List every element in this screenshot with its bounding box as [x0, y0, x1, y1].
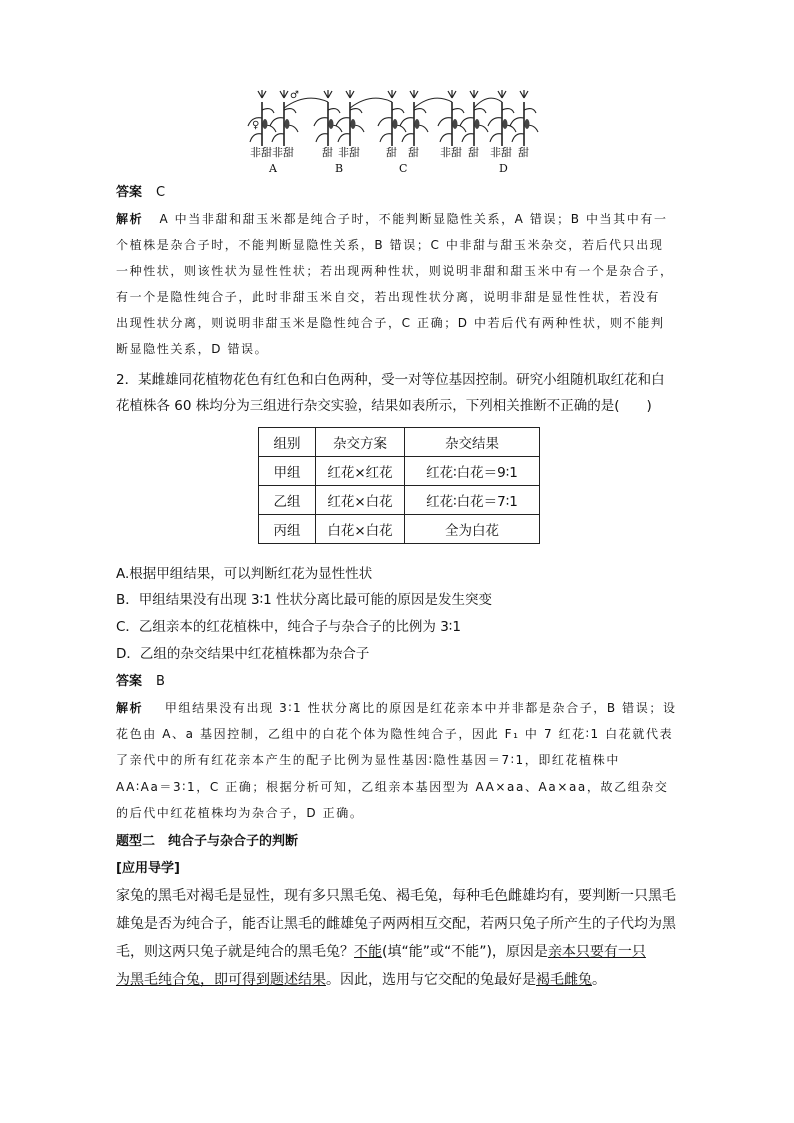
plant-label: 甜 [322, 146, 333, 159]
q1-analysis-line-1: 解析 A 中当非甜和甜玉米都是纯合子时，不能判断显隐性关系，A 错误；B 中当其中有一 [116, 212, 668, 226]
corn-tassel [258, 90, 266, 98]
q1-answer-value: C [156, 185, 166, 200]
section-subtitle: [应用导学] [116, 861, 180, 876]
plant-label: 非甜 [250, 146, 272, 159]
corn-ear [475, 119, 480, 129]
q1-answer-label: 答案 [116, 185, 143, 200]
q2-analysis-line-3: 了亲代中的所有红花亲本产生的配子比例为显性基因∶隐性基因＝7∶1，即红花植株中 [116, 753, 620, 767]
group-letter: B [335, 162, 344, 175]
table-cell: 红花∶白花＝7∶1 [405, 486, 540, 515]
section-paragraph-line-2: 雄兔是否为纯合子，能否让黑毛的雌雄兔子两两相互交配，若两只兔子所产生的子代均为黑 [116, 916, 676, 932]
corn-tassel [280, 90, 288, 98]
corn-tassel [346, 90, 354, 98]
pollination-arrow [414, 98, 452, 108]
table-header-cell: 组别 [259, 428, 316, 457]
table-header-cell: 杂交方案 [316, 428, 405, 457]
plant-label: 非甜 [490, 146, 512, 159]
corn-ear [393, 119, 398, 129]
corn-tassel [324, 90, 332, 98]
q2-stem-line-2: 花植株各 60 株均分为三组进行杂交实验，结果如表所示，下列相关推断不正确的是( ) [116, 398, 652, 414]
q2-option-b: B．甲组结果没有出现 3∶1 性状分离比最可能的原因是发生突变 [116, 592, 493, 608]
table-header-cell: 杂交结果 [405, 428, 540, 457]
plant-label: 非甜 [272, 146, 294, 159]
q1-analysis-line-6: 断显隐性关系，D 错误。 [116, 342, 269, 356]
table-cell: 白花×白花 [316, 515, 405, 544]
pollination-arrow [474, 98, 502, 108]
corn-tassel [498, 90, 506, 98]
corn-tassel [388, 90, 396, 98]
q2-option-a: A.根据甲组结果，可以判断红花为显性性状 [116, 566, 373, 582]
answer-blank-3: 褐毛雌兔 [536, 972, 592, 988]
q2-option-c: C．乙组亲本的红花植株中，纯合子与杂合子的比例为 3∶1 [116, 619, 461, 635]
corn-tassel [520, 90, 528, 98]
q2-analysis-line-2: 花色由 A、a 基因控制，乙组中的白花个体为隐性纯合子，因此 F₁ 中 7 红花∶1 白花就代表 [116, 727, 674, 741]
table-row [259, 486, 540, 515]
corn-ear [329, 119, 334, 129]
pollination-arrow [350, 98, 392, 108]
plant-labels-row [240, 144, 550, 158]
corn-ear [453, 119, 458, 129]
q2-answer-label: 答案 [116, 674, 143, 689]
cross-results-table [258, 427, 540, 544]
q1-analysis-line-3: 一种性状，则该性状为显性性状；若出现两种性状，则说明非甜和甜玉米中有一个是杂合子， [116, 264, 674, 278]
table-cell: 丙组 [259, 515, 316, 544]
section-paragraph-line-1: 家兔的黑毛对褐毛是显性，现有多只黑毛兔、褐毛兔，每种毛色雌雄均有，要判断一只黑毛 [116, 888, 676, 904]
q1-analysis-line-2: 个植株是杂合子时，不能判断显隐性关系，B 错误；C 中非甜与甜玉米杂交，若后代只出现 [116, 238, 664, 252]
q2-stem-line-1: 2．某雌雄同花植物花色有红色和白色两种，受一对等位基因控制。研究小组随机取红花和白 [116, 372, 665, 388]
section-title: 题型二 纯合子与杂合子的判断 [116, 834, 299, 849]
corn-ear [503, 119, 508, 129]
section-paragraph-line-3: 毛，则这两只兔子就是纯合的黑毛兔？不能(填“能”或“不能”)，原因是亲本只要有一只 [116, 944, 646, 960]
plant-label: 甜 [468, 146, 479, 159]
q2-analysis-line-5: 的后代中红花植株均为杂合子，D 正确。 [116, 806, 364, 820]
plant-label: 非甜 [440, 146, 462, 159]
corn-ear [415, 119, 420, 129]
section-paragraph-line-4: 为黑毛纯合兔，即可得到题述结果。因此，选用与它交配的兔最好是褐毛雌兔。 [116, 972, 606, 988]
answer-blank-2a: 亲本只要有一只 [547, 944, 646, 960]
q2-answer-value: B [156, 674, 165, 689]
q2-analysis-label: 解析 [116, 701, 144, 715]
plant-label: 甜 [408, 146, 419, 159]
group-letter: C [399, 162, 408, 175]
plant-label: 甜 [518, 146, 529, 159]
corn-ear [285, 119, 290, 129]
plant-label: 甜 [386, 146, 397, 159]
female-symbol: ♀ [252, 120, 260, 131]
group-letters-row [240, 162, 550, 176]
corn-ear [351, 119, 356, 129]
table-cell: 全为白花 [405, 515, 540, 544]
table-cell: 红花×红花 [316, 457, 405, 486]
table-row [259, 515, 540, 544]
answer-blank-2b: 为黑毛纯合兔，即可得到题述结果 [116, 972, 326, 988]
table-cell: 红花×白花 [316, 486, 405, 515]
table-cell: 乙组 [259, 486, 316, 515]
q2-analysis-line-4: AA∶Aa＝3∶1，C 正确；根据分析可知，乙组亲本基因型为 AA×aa、Aa×aa，故乙组杂交 [116, 780, 669, 794]
corn-tassel [448, 90, 456, 98]
q1-analysis-label: 解析 [116, 212, 144, 226]
q2-option-d: D．乙组的杂交结果中红花植株都为杂合子 [116, 646, 370, 662]
q1-analysis-line-5: 出现性状分离，则说明非甜玉米是隐性纯合子，C 正确；D 中若后代有两种性状，则不能判 [116, 316, 665, 330]
plant-label: 非甜 [338, 146, 360, 159]
table-row [259, 457, 540, 486]
q2-analysis-line-1: 解析 甲组结果没有出现 3∶1 性状分离比的原因是红花亲本中并非都是杂合子，B 错误；设 [116, 701, 677, 715]
group-letter: D [499, 162, 508, 175]
answer-blank-1: 不能 [354, 944, 382, 960]
table-header-row [259, 428, 540, 457]
male-symbol: ♂ [290, 90, 299, 101]
corn-tassel [470, 90, 478, 98]
corn-tassel [410, 90, 418, 98]
q2-answer [116, 672, 682, 692]
table-cell: 红花∶白花＝9∶1 [405, 457, 540, 486]
q1-answer [116, 183, 682, 203]
corn-cross-figure [240, 88, 550, 180]
corn-ear [525, 119, 530, 129]
table-cell: 甲组 [259, 457, 316, 486]
q1-analysis-line-4: 有一个是隐性纯合子，此时非甜玉米自交，若出现性状分离，说明非甜是显性性状，若没有 [116, 290, 661, 304]
group-letter: A [269, 162, 277, 175]
corn-ear [263, 119, 268, 129]
